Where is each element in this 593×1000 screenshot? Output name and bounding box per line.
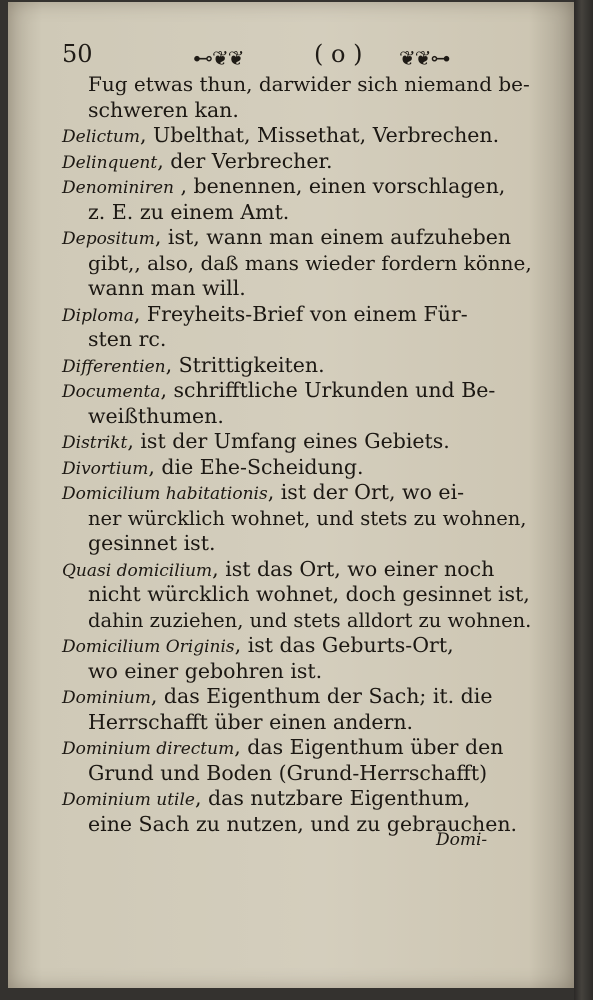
glossary-continuation-line [62, 608, 532, 634]
page-number: 50 [62, 40, 93, 68]
glossary-definition: , das Eigenthum der Sach; it. die [150, 684, 493, 708]
glossary-definition: Fug etwas thun, darwider sich niemand be- [88, 72, 530, 96]
glossary-definition: eine Sach zu nutzen, und zu gebrauchen. [88, 811, 518, 836]
ornament-right-icon: ❦❦⊶ [399, 46, 450, 70]
glossary-term: Quasi domicilium [62, 560, 213, 581]
glossary-entry-line [62, 480, 532, 506]
glossary-entry-line [62, 684, 532, 710]
glossary-entry-line [62, 786, 532, 812]
glossary-definition: , ist das Geburts-Ort, [234, 633, 454, 657]
glossary-definition: nicht würcklich wohnet, doch gesinnet ist, [88, 582, 530, 606]
glossary-definition: sten rc. [88, 327, 167, 351]
glossary-entry-line [62, 225, 532, 251]
glossary-continuation-line [62, 72, 532, 98]
glossary-entry-line [62, 149, 532, 175]
glossary-definition: , Freyheits-Brief von einem Für- [133, 301, 468, 326]
glossary-term: Domicilium habitationis [62, 484, 268, 504]
glossary-definition: , das Eigenthum über den [234, 735, 504, 759]
glossary-definition: schweren kan. [88, 97, 239, 122]
glossary-definition: Herrschafft über einen andern. [88, 709, 414, 734]
glossary-term: Documenta [62, 382, 161, 402]
glossary-entry-line [62, 633, 532, 659]
glossary-definition: , das nutzbare Eigenthum, [195, 786, 471, 810]
glossary-term: Divortium [62, 458, 149, 479]
glossary-continuation-line [62, 98, 532, 124]
glossary-term: Delictum [62, 127, 140, 147]
glossary-definition: , die Ehe-Scheidung. [148, 454, 364, 479]
glossary-definition: gibt,, also, daß mans wieder fordern könne, [88, 250, 532, 275]
glossary-definition: , Ubelthat, Missethat, Verbrechen. [140, 123, 500, 147]
glossary-definition: , benennen, einen vorschlagen, [173, 174, 506, 198]
glossary-entry-line [62, 557, 532, 583]
glossary-continuation-line [62, 761, 532, 787]
glossary-definition: z. E. zu einem Amt. [88, 199, 290, 224]
glossary-definition: weißthumen. [88, 403, 224, 428]
catchword: Domi- [436, 830, 488, 850]
glossary-continuation-line [62, 276, 532, 302]
glossary-definition: , schrifftliche Urkunden und Be- [160, 378, 496, 402]
glossary-entry-line [62, 174, 532, 200]
glossary-term: Delinquent [62, 152, 158, 173]
glossary-entry-line [62, 378, 532, 404]
glossary-definition: gesinnet ist. [88, 531, 216, 555]
glossary-text [62, 72, 532, 837]
glossary-continuation-line [62, 200, 532, 226]
glossary-term: Diploma [62, 305, 134, 326]
glossary-term: Distrikt [62, 433, 128, 453]
glossary-term: Dominium directum [62, 739, 235, 759]
glossary-continuation-line [62, 327, 532, 353]
glossary-definition: , ist der Ort, wo ei- [267, 480, 465, 504]
glossary-definition: , ist das Ort, wo einer noch [212, 556, 495, 581]
glossary-term: Domicilium Originis [62, 637, 235, 657]
glossary-definition: ner würcklich wohnet, und stets zu wohnen, [88, 506, 527, 530]
page-header [62, 36, 532, 76]
glossary-term: Denominiren [62, 178, 174, 198]
glossary-definition: wo einer gebohren ist. [88, 658, 323, 683]
glossary-definition: , der Verbrecher. [157, 148, 333, 173]
glossary-continuation-line [62, 404, 532, 430]
glossary-term: Depositum [62, 229, 155, 249]
header-mark: ( o ) [314, 40, 363, 68]
glossary-definition: , ist, wann man einem aufzuheben [154, 225, 512, 249]
glossary-definition: Grund und Boden (Grund-Herrschafft) [88, 760, 488, 785]
glossary-entry-line [62, 353, 532, 379]
glossary-term: Differentien [62, 356, 166, 377]
glossary-continuation-line [62, 710, 532, 736]
glossary-entry-line [62, 429, 532, 455]
glossary-entry-line [62, 123, 532, 149]
glossary-entry-line [62, 455, 532, 481]
glossary-term: Dominium utile [62, 790, 195, 810]
glossary-definition: , Strittigkeiten. [165, 352, 325, 377]
glossary-continuation-line [62, 659, 532, 685]
ornament-left-icon: ⊷❦❦ [193, 46, 244, 70]
glossary-continuation-line [62, 582, 532, 608]
page-edge [574, 0, 593, 1000]
glossary-definition: wann man will. [88, 276, 246, 300]
glossary-definition: dahin zuziehen, und stets alldort zu wohnen. [88, 608, 532, 632]
glossary-term: Dominium [62, 688, 151, 708]
glossary-continuation-line [62, 251, 532, 277]
glossary-definition: , ist der Umfang eines Gebiets. [127, 429, 450, 453]
glossary-continuation-line [62, 531, 532, 557]
glossary-entry-line [62, 302, 532, 328]
glossary-entry-line [62, 735, 532, 761]
glossary-continuation-line [62, 506, 532, 532]
